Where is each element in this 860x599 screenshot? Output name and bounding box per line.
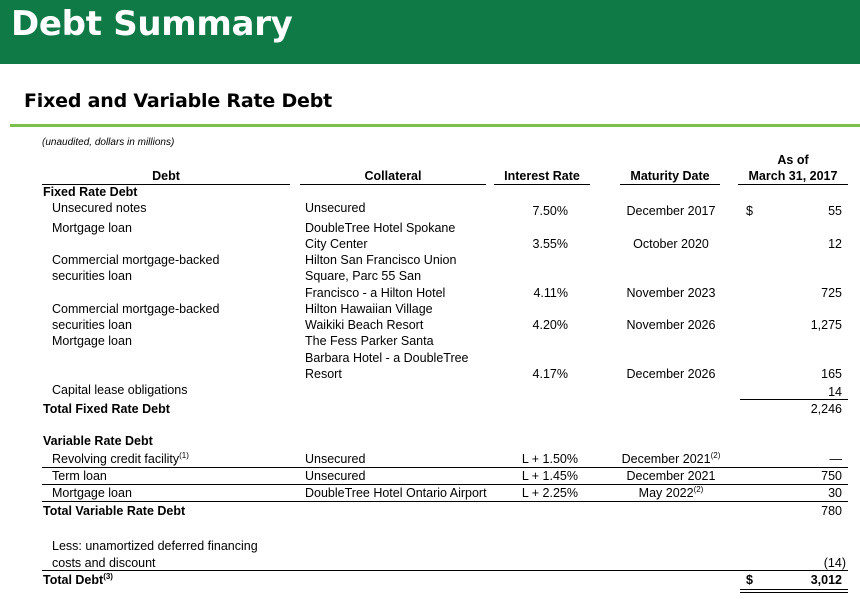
total-variable-amount: 780 bbox=[821, 504, 842, 518]
collateral: DoubleTree Hotel Spokane bbox=[305, 221, 456, 235]
collateral: Hilton Hawaiian Village bbox=[305, 302, 433, 316]
collateral: Barbara Hotel - a DoubleTree bbox=[305, 351, 469, 365]
debt-name: Revolving credit facility$^{(1)}$ bbox=[52, 451, 189, 466]
interest-rate: 4.11% bbox=[533, 286, 568, 300]
interest-rate: 7.50% bbox=[532, 204, 568, 218]
header-banner bbox=[0, 0, 860, 64]
maturity-date: December 2017 bbox=[626, 204, 716, 218]
col-header-date: March 31, 2017 bbox=[748, 169, 838, 183]
interest-rate: L + 1.50% bbox=[521, 452, 578, 466]
collateral: Unsecured bbox=[305, 469, 366, 483]
maturity-date: October 2020 bbox=[633, 237, 709, 251]
maturity-date: December 2021 bbox=[626, 469, 716, 483]
header-underline bbox=[738, 184, 848, 185]
collateral: Francisco - a Hilton Hotel bbox=[305, 286, 446, 300]
amount: 165 bbox=[821, 367, 842, 381]
green-divider bbox=[10, 124, 860, 127]
amount: 725 bbox=[821, 286, 842, 300]
less-label: costs and discount bbox=[52, 556, 156, 570]
total-fixed-label: Total Fixed Rate Debt bbox=[43, 402, 170, 416]
row-rule bbox=[42, 570, 848, 571]
header-underline bbox=[300, 184, 486, 185]
collateral: DoubleTree Hotel Ontario Airport bbox=[305, 486, 487, 500]
debt-name: Mortgage loan bbox=[52, 486, 132, 500]
row-rule bbox=[42, 501, 848, 502]
collateral: Square, Parc 55 San bbox=[305, 269, 422, 283]
debt-name: Mortgage loan bbox=[52, 334, 132, 348]
amount: 55 bbox=[828, 204, 842, 218]
collateral: Resort bbox=[305, 367, 342, 381]
debt-name: securities loan bbox=[52, 318, 132, 332]
collateral: Hilton San Francisco Union bbox=[305, 253, 457, 267]
footnote-marker: (2) bbox=[693, 485, 704, 494]
interest-rate: 4.20% bbox=[532, 318, 568, 332]
footnote-marker: (2) bbox=[710, 451, 721, 460]
currency-symbol: $ bbox=[746, 573, 753, 587]
variable-rate-heading: Variable Rate Debt bbox=[43, 434, 153, 448]
subtotal-rule bbox=[740, 399, 848, 400]
interest-rate: L + 2.25% bbox=[521, 486, 578, 500]
maturity-date: May 2022$^{(2)}$ bbox=[638, 485, 704, 500]
col-header-asof: As of bbox=[777, 153, 809, 167]
debt-name: Commercial mortgage-backed bbox=[52, 253, 220, 267]
unaudited-note: (unaudited, dollars in millions) bbox=[42, 137, 175, 148]
amount: 30 bbox=[828, 486, 842, 500]
debt-name: Commercial mortgage-backed bbox=[52, 302, 220, 316]
total-debt-amount: 3,012 bbox=[810, 573, 842, 587]
interest-rate: 3.55% bbox=[532, 237, 568, 251]
less-label: Less: unamortized deferred financing bbox=[52, 539, 258, 553]
page-title: Debt Summary bbox=[11, 4, 293, 44]
debt-name: securities loan bbox=[52, 269, 132, 283]
debt-name: Mortgage loan bbox=[52, 221, 132, 235]
header-underline bbox=[620, 184, 720, 185]
amount: 1,275 bbox=[810, 318, 842, 332]
col-header-debt: Debt bbox=[152, 169, 180, 183]
footnote-marker: (3) bbox=[103, 572, 113, 581]
interest-rate: 4.17% bbox=[532, 367, 568, 381]
maturity-date: November 2023 bbox=[626, 286, 716, 300]
debt-name: Term loan bbox=[52, 469, 107, 483]
amount: — bbox=[829, 452, 842, 466]
amount: 14 bbox=[828, 385, 842, 399]
header-underline bbox=[494, 184, 590, 185]
collateral: Unsecured bbox=[305, 201, 366, 215]
col-header-interest-rate: Interest Rate bbox=[504, 169, 580, 183]
collateral: City Center bbox=[305, 237, 368, 251]
amount: 750 bbox=[821, 469, 842, 483]
total-variable-label: Total Variable Rate Debt bbox=[43, 504, 186, 518]
less-amount: (14) bbox=[823, 556, 846, 570]
fixed-rate-heading: Fixed Rate Debt bbox=[43, 185, 138, 199]
footnote-marker: (1) bbox=[179, 451, 189, 460]
collateral: Waikiki Beach Resort bbox=[305, 318, 424, 332]
collateral: The Fess Parker Santa bbox=[305, 334, 434, 348]
double-underline bbox=[740, 589, 848, 590]
debt-name: Unsecured notes bbox=[52, 201, 147, 215]
debt-name: Capital lease obligations bbox=[52, 383, 188, 397]
maturity-date: November 2026 bbox=[626, 318, 716, 332]
amount: 12 bbox=[828, 237, 842, 251]
col-header-maturity: Maturity Date bbox=[630, 169, 710, 183]
double-underline bbox=[740, 592, 848, 593]
maturity-date: December 2026 bbox=[626, 367, 716, 381]
total-fixed-amount: 2,246 bbox=[810, 402, 842, 416]
collateral: Unsecured bbox=[305, 452, 366, 466]
col-header-collateral: Collateral bbox=[364, 169, 422, 183]
currency-symbol: $ bbox=[746, 204, 753, 218]
maturity-date: December 2021$^{(2)}$ bbox=[621, 451, 721, 466]
section-subtitle: Fixed and Variable Rate Debt bbox=[24, 90, 332, 112]
interest-rate: L + 1.45% bbox=[521, 469, 578, 483]
total-debt-label: Total Debt$^{(3)}$ bbox=[43, 572, 113, 587]
